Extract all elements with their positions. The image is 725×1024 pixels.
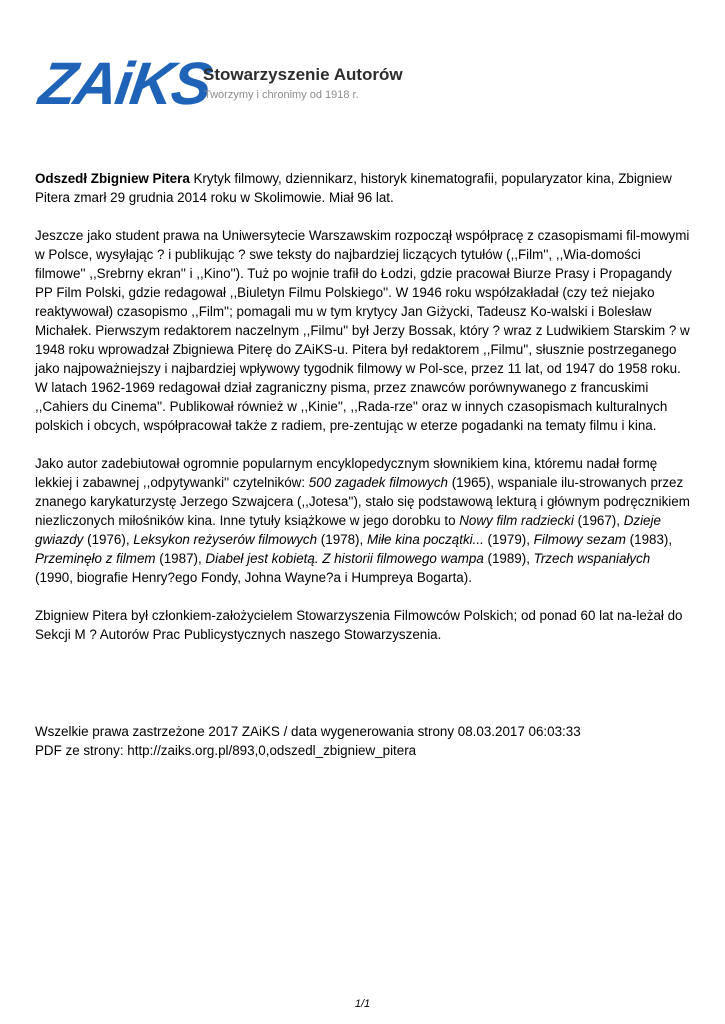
text-run: (1976), [83, 532, 134, 547]
book-title: Miłe kina początki... [366, 532, 484, 547]
footer-rights-line [35, 722, 690, 741]
intro-text: Krytyk filmowy, dziennikarz, historyk kinematografii, popularyzator kina, Zbigniew Pitera zmarł 29 grudnia 2014 roku w Skolimowie. Miał 96 lat. [35, 171, 672, 205]
book-title: Trzech wspaniałych [533, 551, 651, 566]
article-body [35, 169, 690, 663]
text-run: Jako autor zadebiutował ogromnie popularnym encyklopedycznym słownikiem kina, któremu nadał formę lekkiej i zabawnej ,,odpytywanki'' czytelników: [35, 456, 658, 490]
text-run: (1990, biografie Henry?ego Fondy, Johna Wayne?a i Humpreya Bogarta). [35, 570, 472, 585]
text-run: (1965), wspaniale ilu-strowanych przez znanego karykaturzystę Jerzego Szwajcera (,,Jotesa''), stało się podstawową lekturą i głównym podręcznikiem niezliczonych miłośników kina. Inne tytuły książkowe w jego dorobku to [35, 475, 690, 528]
paragraph-intro [35, 169, 690, 207]
text-run: (1983), [625, 532, 673, 547]
book-title: 500 zagadek filmowych [308, 475, 448, 490]
paragraph-books [35, 454, 690, 587]
text-run: (1987), [155, 551, 206, 566]
text-run: (1967), [573, 513, 624, 528]
book-title: Diabeł jest kobietą. Z historii filmowego wampa [205, 551, 484, 566]
rights-text: Wszelkie prawa zastrzeżone 2017 ZAiKS / data wygenerowania strony [35, 724, 455, 739]
zaiks-logo [35, 50, 430, 117]
page-footer [35, 722, 690, 760]
book-title: Dzieje gwiazdy [35, 513, 661, 547]
generated-timestamp: 08.03.2017 06:03:33 [457, 724, 581, 739]
logo-wordmark: ZAiKS [35, 50, 215, 117]
article-title: Odszedł Zbigniew Pitera [35, 171, 190, 186]
book-title: Leksykon reżyserów filmowych [133, 532, 318, 547]
paragraph-membership: Zbigniew Pitera był członkiem-założycielem Stowarzyszenia Filmowców Polskich; od ponad 60 lat na-leżał do Sekcji M ? Autorów Prac Publicystycznych naszego Stowarzyszenia. [35, 608, 683, 642]
text-run: (1979), [483, 532, 534, 547]
pdf-label: PDF ze strony: [35, 743, 124, 758]
book-title: Przeminęło z filmem [35, 551, 156, 566]
footer-source-line [35, 741, 690, 760]
book-title: Nowy film radziecki [459, 513, 574, 528]
book-title: Filmowy sezam [533, 532, 626, 547]
source-url-link[interactable]: http://zaiks.org.pl/893,0,odszedl_zbigniew_pitera [127, 743, 417, 758]
org-tagline: Tworzymy i chronimy od 1918 r. [204, 89, 359, 101]
paragraph-career: Jeszcze jako student prawa na Uniwersytecie Warszawskim rozpoczął współpracę z czasopismami fil-mowymi w Polsce, wysyłając ? i publikując ? swe teksty do najbardziej liczących tytułów (,,Film'', ,,Wia-domości filmowe'' ,,Srebrny ekran'' i ,,Kino''). Tuż po wojnie trafił do Łodzi, gdzie pracował Biurze Prasy i Propagandy PP Film Polski, gdzie redagował ,,Biuletyn Filmu Polskiego''. W 1946 roku współzakładał (czy też niejako reaktywował) czasopismo ,,Film''; pomagali mu w tym krytycy Jan Giżycki, Tadeusz Ko-walski i Bolesław Michałek. Pierwszym redaktorem naczelnym ,,Filmu'' był Jerzy Bossak, który ? wraz z Ludwikiem Starskim ? w 1948 roku wprowadzał Zbigniewa Piterę do ZAiKS-u. Pitera był redaktorem ,,Filmu'', słusznie postrzeganego jako najpoważniejszy i najbardziej wpływowy tygodnik filmowy w Pol-sce, przez 11 lat, od 1947 do 1958 roku. W latach 1962-1969 redagował dział zagraniczny pisma, przez znawców porównywanego z francuskimi ,,Cahiers du Cinema''. Publikował również w ,,Kinie'', ,,Rada-rze'' oraz w innych czasopismach kulturalnych polskich i obcych, współpracował także z radiem, pre-zentując w eterze pogadanki na tematy filmu i kina. [35, 228, 690, 433]
text-run: (1978), [317, 532, 367, 547]
org-name: Stowarzyszenie Autorów [203, 65, 403, 84]
text-run: (1989), [483, 551, 534, 566]
page-number: 1/1 [354, 998, 371, 1010]
